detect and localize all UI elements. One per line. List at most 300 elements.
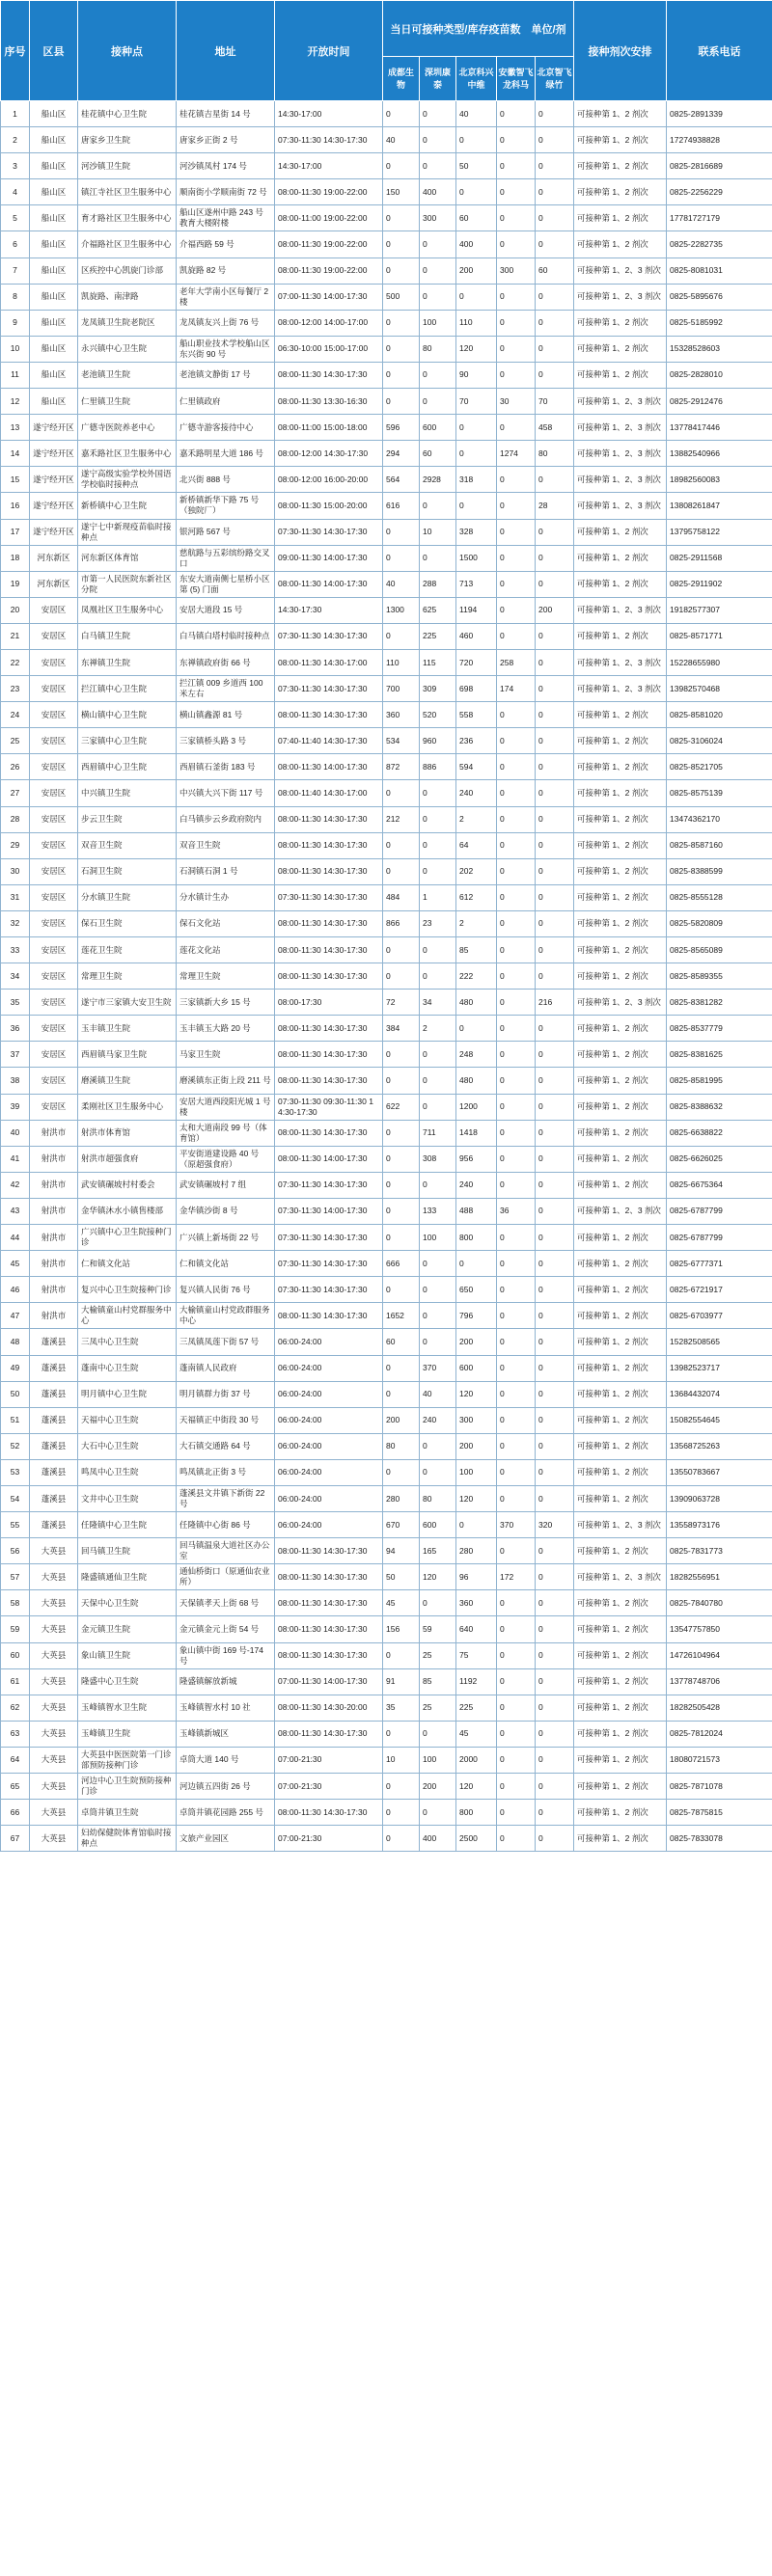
table-row — [1, 362, 772, 388]
cell-address: 北兴街 888 号 — [177, 467, 275, 493]
cell-vaccine-kangtai: 711 — [420, 1120, 456, 1146]
cell-vaccine-kangtai: 0 — [420, 937, 456, 963]
cell-vaccine-kangtai: 370 — [420, 1355, 456, 1381]
cell-site: 明月镇中心卫生院 — [78, 1381, 177, 1407]
cell-dose: 可接种第 1、2 剂次 — [574, 1251, 667, 1277]
cell-dose: 可接种第 1、2 剂次 — [574, 1485, 667, 1511]
cell-vaccine-chengdu: 0 — [383, 1277, 420, 1303]
table-row — [1, 780, 772, 806]
cell-dose: 可接种第 1、2 剂次 — [574, 728, 667, 754]
cell-district: 大英县 — [30, 1747, 78, 1773]
cell-vaccine-chengdu: 0 — [383, 1459, 420, 1485]
table-row — [1, 1721, 772, 1747]
cell-vaccine-kexing: 800 — [456, 1225, 497, 1251]
cell-vaccine-chengdu: 0 — [383, 336, 420, 362]
cell-vaccine-zhifei-lvzhu: 0 — [536, 884, 574, 910]
cell-vaccine-chengdu: 866 — [383, 910, 420, 936]
cell-dose: 可接种第 1、2 剂次 — [574, 1172, 667, 1198]
cell-vaccine-kexing: 40 — [456, 101, 497, 127]
cell-vaccine-kexing: 328 — [456, 519, 497, 545]
cell-hours: 06:00-24:00 — [275, 1381, 383, 1407]
cell-address: 天保镇孝天上街 68 号 — [177, 1590, 275, 1616]
cell-phone: 0825-6787799 — [667, 1225, 772, 1251]
cell-hours: 08:00-11:30 19:00-22:00 — [275, 258, 383, 284]
cell-dose: 可接种第 1、2 剂次 — [574, 1721, 667, 1747]
cell-address: 天福镇正中街段 30 号 — [177, 1407, 275, 1433]
cell-vaccine-kangtai: 200 — [420, 1774, 456, 1800]
cell-address: 东禅镇政府街 66 号 — [177, 649, 275, 675]
cell-phone: 18982560083 — [667, 467, 772, 493]
cell-address: 拦江镇 009 乡道西 100 米左右 — [177, 676, 275, 702]
cell-no: 8 — [1, 284, 30, 310]
cell-vaccine-kangtai: 60 — [420, 441, 456, 467]
cell-address: 玉丰镇玉大路 20 号 — [177, 1016, 275, 1042]
cell-phone: 0825-6787799 — [667, 1198, 772, 1224]
cell-vaccine-chengdu: 80 — [383, 1433, 420, 1459]
cell-hours: 08:00-11:30 14:30-17:30 — [275, 910, 383, 936]
cell-address: 三家镇新大乡 15 号 — [177, 990, 275, 1016]
cell-vaccine-kexing: 45 — [456, 1721, 497, 1747]
cell-no: 43 — [1, 1198, 30, 1224]
cell-dose: 可接种第 1、2 剂次 — [574, 884, 667, 910]
cell-phone: 0825-8388599 — [667, 858, 772, 884]
cell-district: 河东新区 — [30, 545, 78, 571]
cell-district: 船山区 — [30, 284, 78, 310]
cell-hours: 08:00-11:30 14:30-17:30 — [275, 858, 383, 884]
cell-vaccine-kangtai: 115 — [420, 649, 456, 675]
cell-site: 横山镇中心卫生院 — [78, 702, 177, 728]
cell-vaccine-zhifei-longkema: 0 — [497, 963, 536, 990]
cell-no: 16 — [1, 493, 30, 519]
cell-phone: 13684432074 — [667, 1381, 772, 1407]
cell-phone: 0825-2828010 — [667, 362, 772, 388]
cell-vaccine-chengdu: 0 — [383, 205, 420, 231]
cell-phone: 13568725263 — [667, 1433, 772, 1459]
cell-no: 44 — [1, 1225, 30, 1251]
table-row — [1, 1538, 772, 1564]
cell-dose: 可接种第 1、2 剂次 — [574, 1642, 667, 1668]
cell-address: 蓬南镇人民政府 — [177, 1355, 275, 1381]
cell-site: 东禅镇卫生院 — [78, 649, 177, 675]
cell-no: 63 — [1, 1721, 30, 1747]
cell-hours: 08:00-11:30 14:30-17:30 — [275, 806, 383, 832]
cell-vaccine-zhifei-longkema: 0 — [497, 1016, 536, 1042]
cell-hours: 08:00-11:40 14:30-17:00 — [275, 780, 383, 806]
cell-phone: 0825-8081031 — [667, 258, 772, 284]
cell-dose: 可接种第 1、2 剂次 — [574, 205, 667, 231]
cell-vaccine-zhifei-lvzhu: 0 — [536, 623, 574, 649]
cell-vaccine-kangtai: 225 — [420, 623, 456, 649]
cell-vaccine-chengdu: 50 — [383, 1564, 420, 1590]
cell-site: 金华镇沐水小镇售楼部 — [78, 1198, 177, 1224]
cell-district: 船山区 — [30, 231, 78, 258]
cell-vaccine-chengdu: 484 — [383, 884, 420, 910]
table-row — [1, 153, 772, 179]
cell-vaccine-chengdu: 0 — [383, 310, 420, 336]
cell-hours: 08:00-11:30 15:00-20:00 — [275, 493, 383, 519]
cell-vaccine-kangtai: 600 — [420, 415, 456, 441]
cell-dose: 可接种第 1、2 剂次 — [574, 1120, 667, 1146]
cell-vaccine-kexing: 0 — [456, 415, 497, 441]
cell-hours: 06:00-24:00 — [275, 1485, 383, 1511]
cell-hours: 06:00-24:00 — [275, 1407, 383, 1433]
cell-dose: 可接种第 1、2 剂次 — [574, 1355, 667, 1381]
cell-no: 65 — [1, 1774, 30, 1800]
cell-hours: 08:00-12:00 16:00-20:00 — [275, 467, 383, 493]
cell-vaccine-zhifei-longkema: 0 — [497, 597, 536, 623]
cell-vaccine-kangtai: 0 — [420, 806, 456, 832]
table-row — [1, 1068, 772, 1094]
header-vaccine-zhifei-lvzhu: 北京智飞绿竹 — [536, 57, 574, 101]
cell-phone: 0825-5820809 — [667, 910, 772, 936]
cell-hours: 07:30-11:30 14:30-17:30 — [275, 127, 383, 153]
cell-hours: 08:00-11:30 13:30-16:30 — [275, 389, 383, 415]
table-row — [1, 1668, 772, 1695]
cell-address: 太和大道南段 99 号（体育馆） — [177, 1120, 275, 1146]
cell-vaccine-kexing: 85 — [456, 937, 497, 963]
cell-no: 24 — [1, 702, 30, 728]
header-vaccine-chengdu: 成都生物 — [383, 57, 420, 101]
cell-district: 船山区 — [30, 153, 78, 179]
cell-vaccine-kangtai: 400 — [420, 179, 456, 205]
cell-site: 仁和镇文化站 — [78, 1251, 177, 1277]
cell-phone: 0825-6638822 — [667, 1120, 772, 1146]
cell-dose: 可接种第 1、2 剂次 — [574, 702, 667, 728]
cell-dose: 可接种第 1、2 剂次 — [574, 1016, 667, 1042]
cell-site: 玉峰镇智水卫生院 — [78, 1695, 177, 1721]
cell-district: 安居区 — [30, 937, 78, 963]
cell-no: 23 — [1, 676, 30, 702]
cell-site: 妇幼保健院体育馆临时接种点 — [78, 1826, 177, 1852]
table-row — [1, 205, 772, 231]
cell-vaccine-zhifei-longkema: 0 — [497, 937, 536, 963]
cell-address: 卓筒大道 140 号 — [177, 1747, 275, 1773]
cell-vaccine-zhifei-lvzhu: 0 — [536, 1459, 574, 1485]
cell-vaccine-kangtai: 0 — [420, 1068, 456, 1094]
cell-phone: 0825-8521705 — [667, 754, 772, 780]
cell-address: 顺南街小学顺南街 72 号 — [177, 179, 275, 205]
cell-address: 安居大道西段阳光城 1 号楼 — [177, 1094, 275, 1120]
cell-no: 41 — [1, 1146, 30, 1172]
cell-no: 57 — [1, 1564, 30, 1590]
cell-no: 35 — [1, 990, 30, 1016]
cell-vaccine-chengdu: 0 — [383, 1826, 420, 1852]
cell-vaccine-zhifei-longkema: 0 — [497, 1277, 536, 1303]
cell-district: 安居区 — [30, 702, 78, 728]
cell-vaccine-chengdu: 40 — [383, 571, 420, 597]
cell-vaccine-kangtai: 120 — [420, 1564, 456, 1590]
cell-hours: 07:30-11:30 14:00-17:30 — [275, 1198, 383, 1224]
cell-address: 桂花镇吉星街 14 号 — [177, 101, 275, 127]
cell-vaccine-chengdu: 0 — [383, 362, 420, 388]
table-row — [1, 101, 772, 127]
table-row — [1, 1826, 772, 1852]
cell-vaccine-chengdu: 384 — [383, 1016, 420, 1042]
cell-vaccine-kexing: 0 — [456, 127, 497, 153]
cell-dose: 可接种第 1、2 剂次 — [574, 336, 667, 362]
cell-address: 唐家乡正街 2 号 — [177, 127, 275, 153]
cell-vaccine-chengdu: 872 — [383, 754, 420, 780]
cell-hours: 06:30-10:00 15:00-17:00 — [275, 336, 383, 362]
cell-vaccine-zhifei-lvzhu: 28 — [536, 493, 574, 519]
cell-vaccine-kexing: 650 — [456, 1277, 497, 1303]
cell-vaccine-zhifei-longkema: 0 — [497, 1774, 536, 1800]
cell-dose: 可接种第 1、2 剂次 — [574, 1042, 667, 1068]
cell-vaccine-chengdu: 0 — [383, 832, 420, 858]
cell-vaccine-kangtai: 25 — [420, 1642, 456, 1668]
cell-address: 明月镇群力街 37 号 — [177, 1381, 275, 1407]
cell-vaccine-zhifei-lvzhu: 0 — [536, 1774, 574, 1800]
cell-vaccine-zhifei-longkema: 0 — [497, 1485, 536, 1511]
cell-phone: 18080721573 — [667, 1747, 772, 1773]
cell-vaccine-zhifei-longkema: 0 — [497, 780, 536, 806]
cell-dose: 可接种第 1、2 剂次 — [574, 231, 667, 258]
cell-vaccine-zhifei-longkema: 0 — [497, 858, 536, 884]
cell-vaccine-kangtai: 85 — [420, 1668, 456, 1695]
header-hours: 开放时间 — [275, 1, 383, 101]
cell-site: 石洞卫生院 — [78, 858, 177, 884]
cell-phone: 0825-8587160 — [667, 832, 772, 858]
cell-dose: 可接种第 1、2 剂次 — [574, 153, 667, 179]
cell-address: 介福西路 59 号 — [177, 231, 275, 258]
cell-address: 三凤镇凤莲下街 57 号 — [177, 1329, 275, 1355]
cell-address: 安居大道段 15 号 — [177, 597, 275, 623]
cell-district: 安居区 — [30, 597, 78, 623]
cell-site: 玉丰镇卫生院 — [78, 1016, 177, 1042]
cell-vaccine-zhifei-lvzhu: 0 — [536, 1329, 574, 1355]
cell-vaccine-zhifei-longkema: 1274 — [497, 441, 536, 467]
cell-vaccine-kexing: 0 — [456, 493, 497, 519]
cell-vaccine-kangtai: 600 — [420, 1512, 456, 1538]
cell-site: 拦江镇中心卫生院 — [78, 676, 177, 702]
cell-site: 武安镇碾坡村村委会 — [78, 1172, 177, 1198]
cell-district: 安居区 — [30, 963, 78, 990]
table-row — [1, 1225, 772, 1251]
cell-site: 育才路社区卫生服务中心 — [78, 205, 177, 231]
cell-vaccine-kangtai: 2 — [420, 1016, 456, 1042]
cell-vaccine-zhifei-lvzhu: 0 — [536, 1303, 574, 1329]
cell-vaccine-zhifei-lvzhu: 0 — [536, 1198, 574, 1224]
cell-vaccine-zhifei-lvzhu: 0 — [536, 1225, 574, 1251]
cell-site: 广兴镇中心卫生院接种门诊 — [78, 1225, 177, 1251]
cell-dose: 可接种第 1、2 剂次 — [574, 832, 667, 858]
cell-hours: 07:30-11:30 14:30-17:30 — [275, 519, 383, 545]
cell-hours: 08:00-11:30 14:30-17:30 — [275, 1590, 383, 1616]
cell-vaccine-zhifei-lvzhu: 0 — [536, 519, 574, 545]
cell-dose: 可接种第 1、2、3 剂次 — [574, 467, 667, 493]
cell-no: 50 — [1, 1381, 30, 1407]
table-row — [1, 702, 772, 728]
cell-vaccine-kangtai: 0 — [420, 1800, 456, 1826]
cell-no: 39 — [1, 1094, 30, 1120]
cell-dose: 可接种第 1、2、3 剂次 — [574, 284, 667, 310]
cell-address: 保石文化站 — [177, 910, 275, 936]
cell-vaccine-zhifei-longkema: 0 — [497, 336, 536, 362]
header-dose: 接种剂次安排 — [574, 1, 667, 101]
cell-vaccine-zhifei-longkema: 0 — [497, 1407, 536, 1433]
cell-vaccine-kangtai: 0 — [420, 1590, 456, 1616]
cell-vaccine-zhifei-longkema: 172 — [497, 1564, 536, 1590]
cell-vaccine-kexing: 100 — [456, 1459, 497, 1485]
cell-no: 47 — [1, 1303, 30, 1329]
cell-vaccine-kangtai: 0 — [420, 258, 456, 284]
cell-vaccine-kexing: 240 — [456, 780, 497, 806]
cell-district: 大英县 — [30, 1800, 78, 1826]
cell-no: 28 — [1, 806, 30, 832]
cell-vaccine-zhifei-lvzhu: 0 — [536, 780, 574, 806]
table-row — [1, 1094, 772, 1120]
cell-address: 石洞镇石洞 1 号 — [177, 858, 275, 884]
cell-hours: 08:00-11:30 14:30-17:30 — [275, 1016, 383, 1042]
cell-vaccine-kexing: 120 — [456, 1485, 497, 1511]
cell-site: 任隆镇中心卫生院 — [78, 1512, 177, 1538]
cell-site: 回马镇卫生院 — [78, 1538, 177, 1564]
cell-no: 10 — [1, 336, 30, 362]
cell-site: 遂宁市三家镇大安卫生院 — [78, 990, 177, 1016]
cell-phone: 14726104964 — [667, 1642, 772, 1668]
cell-district: 遂宁经开区 — [30, 519, 78, 545]
cell-vaccine-kexing: 1418 — [456, 1120, 497, 1146]
cell-district: 船山区 — [30, 389, 78, 415]
cell-vaccine-chengdu: 72 — [383, 990, 420, 1016]
cell-phone: 13808261847 — [667, 493, 772, 519]
cell-phone: 0825-8575139 — [667, 780, 772, 806]
cell-vaccine-kangtai: 1 — [420, 884, 456, 910]
cell-vaccine-kangtai: 133 — [420, 1198, 456, 1224]
cell-hours: 06:00-24:00 — [275, 1329, 383, 1355]
cell-district: 安居区 — [30, 1094, 78, 1120]
cell-address: 莲花文化站 — [177, 937, 275, 963]
cell-dose: 可接种第 1、2 剂次 — [574, 179, 667, 205]
cell-address: 马家卫生院 — [177, 1042, 275, 1068]
cell-vaccine-kangtai: 0 — [420, 1303, 456, 1329]
cell-no: 12 — [1, 389, 30, 415]
table-row — [1, 179, 772, 205]
cell-vaccine-zhifei-lvzhu: 0 — [536, 728, 574, 754]
cell-vaccine-chengdu: 0 — [383, 519, 420, 545]
header-vaccine-kangtai: 深圳康泰 — [420, 57, 456, 101]
cell-vaccine-zhifei-longkema: 0 — [497, 990, 536, 1016]
cell-vaccine-zhifei-lvzhu: 0 — [536, 1721, 574, 1747]
cell-vaccine-zhifei-lvzhu: 0 — [536, 1668, 574, 1695]
cell-address: 龙凤镇友兴上街 76 号 — [177, 310, 275, 336]
cell-vaccine-zhifei-longkema: 0 — [497, 832, 536, 858]
table-row — [1, 389, 772, 415]
cell-dose: 可接种第 1、2 剂次 — [574, 1826, 667, 1852]
cell-address: 金华镇沙街 8 号 — [177, 1198, 275, 1224]
cell-vaccine-kexing: 558 — [456, 702, 497, 728]
cell-vaccine-zhifei-lvzhu: 0 — [536, 937, 574, 963]
cell-no: 66 — [1, 1800, 30, 1826]
cell-vaccine-zhifei-lvzhu: 80 — [536, 441, 574, 467]
table-row — [1, 519, 772, 545]
cell-dose: 可接种第 1、2、3 剂次 — [574, 1198, 667, 1224]
cell-no: 67 — [1, 1826, 30, 1852]
table-row — [1, 858, 772, 884]
cell-dose: 可接种第 1、2 剂次 — [574, 1146, 667, 1172]
cell-no: 45 — [1, 1251, 30, 1277]
cell-dose: 可接种第 1、2 剂次 — [574, 806, 667, 832]
cell-vaccine-kexing: 796 — [456, 1303, 497, 1329]
cell-district: 蓬溪县 — [30, 1329, 78, 1355]
cell-vaccine-chengdu: 0 — [383, 258, 420, 284]
cell-no: 2 — [1, 127, 30, 153]
cell-no: 64 — [1, 1747, 30, 1773]
cell-vaccine-kexing: 594 — [456, 754, 497, 780]
cell-district: 安居区 — [30, 649, 78, 675]
cell-phone: 0825-8388632 — [667, 1094, 772, 1120]
cell-vaccine-zhifei-longkema: 0 — [497, 205, 536, 231]
cell-site: 三凤中心卫生院 — [78, 1329, 177, 1355]
cell-vaccine-kangtai: 0 — [420, 284, 456, 310]
cell-vaccine-zhifei-lvzhu: 0 — [536, 1695, 574, 1721]
cell-address: 常理卫生院 — [177, 963, 275, 990]
cell-vaccine-kangtai: 0 — [420, 389, 456, 415]
cell-vaccine-kexing: 96 — [456, 1564, 497, 1590]
cell-no: 31 — [1, 884, 30, 910]
cell-address: 白马镇白塔村临时接种点 — [177, 623, 275, 649]
cell-vaccine-chengdu: 294 — [383, 441, 420, 467]
cell-dose: 可接种第 1、2、3 剂次 — [574, 990, 667, 1016]
cell-address: 通仙桥街口（原通仙农业所） — [177, 1564, 275, 1590]
cell-hours: 07:30-11:30 14:30-17:30 — [275, 623, 383, 649]
cell-address: 西眉镇石釜街 183 号 — [177, 754, 275, 780]
cell-vaccine-zhifei-lvzhu: 0 — [536, 806, 574, 832]
cell-hours: 07:30-11:30 14:30-17:30 — [275, 1277, 383, 1303]
cell-address: 老年大学南小区每餐厅 2 楼 — [177, 284, 275, 310]
cell-vaccine-zhifei-lvzhu: 0 — [536, 545, 574, 571]
cell-hours: 09:00-11:30 14:00-17:30 — [275, 545, 383, 571]
cell-phone: 0825-2911902 — [667, 571, 772, 597]
cell-vaccine-kangtai: 0 — [420, 1042, 456, 1068]
cell-no: 17 — [1, 519, 30, 545]
cell-vaccine-kexing: 280 — [456, 1538, 497, 1564]
cell-vaccine-chengdu: 0 — [383, 1721, 420, 1747]
cell-phone: 13778417446 — [667, 415, 772, 441]
cell-address: 蓬溪县文井镇下新街 22 号 — [177, 1485, 275, 1511]
cell-dose: 可接种第 1、2 剂次 — [574, 1459, 667, 1485]
cell-vaccine-kangtai: 0 — [420, 231, 456, 258]
cell-vaccine-zhifei-lvzhu: 0 — [536, 231, 574, 258]
cell-vaccine-chengdu: 94 — [383, 1538, 420, 1564]
cell-hours: 08:00-11:30 14:30-17:00 — [275, 649, 383, 675]
table-row — [1, 1774, 772, 1800]
cell-site: 隆盛镇通仙卫生院 — [78, 1564, 177, 1590]
cell-address: 复兴镇人民街 76 号 — [177, 1277, 275, 1303]
cell-no: 37 — [1, 1042, 30, 1068]
cell-vaccine-chengdu: 0 — [383, 1381, 420, 1407]
cell-dose: 可接种第 1、2 剂次 — [574, 1590, 667, 1616]
cell-vaccine-zhifei-longkema: 0 — [497, 571, 536, 597]
cell-no: 55 — [1, 1512, 30, 1538]
cell-vaccine-zhifei-longkema: 0 — [497, 1381, 536, 1407]
cell-phone: 0825-6777371 — [667, 1251, 772, 1277]
cell-district: 蓬溪县 — [30, 1355, 78, 1381]
cell-vaccine-kexing: 200 — [456, 258, 497, 284]
cell-site: 市第一人民医院东新社区分院 — [78, 571, 177, 597]
cell-vaccine-kexing: 318 — [456, 467, 497, 493]
cell-address: 银河路 567 号 — [177, 519, 275, 545]
cell-district: 河东新区 — [30, 571, 78, 597]
table-row — [1, 493, 772, 519]
cell-dose: 可接种第 1、2、3 剂次 — [574, 597, 667, 623]
cell-vaccine-chengdu: 212 — [383, 806, 420, 832]
cell-vaccine-chengdu: 0 — [383, 963, 420, 990]
cell-phone: 0825-8581995 — [667, 1068, 772, 1094]
cell-district: 遂宁经开区 — [30, 467, 78, 493]
table-row — [1, 231, 772, 258]
cell-dose: 可接种第 1、2 剂次 — [574, 1381, 667, 1407]
